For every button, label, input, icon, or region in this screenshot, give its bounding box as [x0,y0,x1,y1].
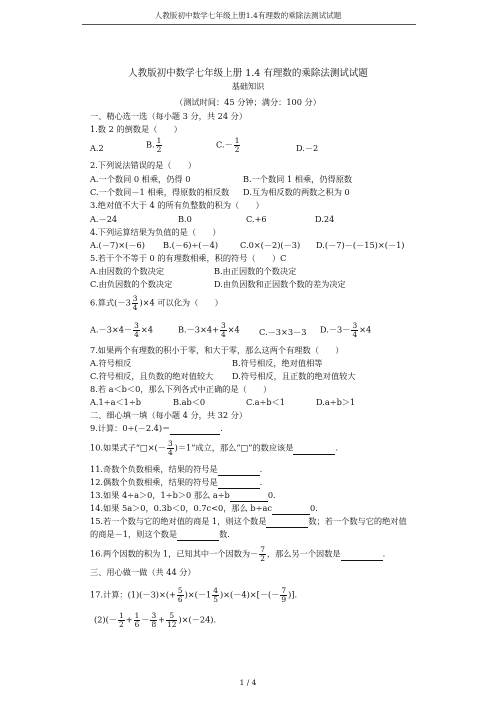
q4-option-a: A.(－7)×(－6) [90,240,145,250]
q5-option-b: B.由正因数的个数决定 [214,266,297,276]
answer-blank[interactable] [177,529,219,541]
running-header: 人教版初中数学七年级上册1.4有理数的乘除法测试试题 [154,11,342,20]
numerator: 3 [167,439,173,448]
q17-part-1 [90,587,297,604]
fraction [220,322,227,339]
fraction [150,612,157,629]
q15-mid: 数；若一个数与它的绝对值 [308,516,407,526]
numerator: 3 [132,294,138,303]
fraction [133,322,140,339]
q7-option-a: A.符号相反 [90,358,132,368]
q14-text: 14.如果 5a＞0，0.3b＜0，0.7c<0，那么 b÷ac [90,503,272,513]
fraction [212,587,219,604]
numerator: 1 [134,611,140,620]
denominator: 6 [177,595,183,604]
fraction [351,322,358,339]
q15-text: 15.若一个数与它的绝对值的商是 1，则这个数是 [90,516,267,526]
q4-stem: 4.下列运算结果为负值的是（ ） [90,227,221,237]
test-info: （测试时间：45 分钟；满分：100 分） [175,97,321,107]
numerator: 4 [213,586,218,595]
denominator: 2 [118,620,124,629]
fraction [156,137,163,154]
numerator: 7 [260,545,265,554]
q7-option-b: B.符号相反，绝对值相等 [232,358,323,368]
q2-option-a: A.一个数同 0 相乘，仍得 0 [90,174,191,184]
q9: 9.计算：0÷(－2.4)＝ . [90,423,223,433]
q6-stem [90,295,223,312]
q10-post: )＝1”成立，那么“□”的数应该是 [174,442,294,453]
q13-text: 13.如果 4÷a＞0，1÷b＞0 那么 a÷b [90,490,230,500]
q6-option-d [320,322,371,339]
q8-stem: 8.若 a＜b＜0，那么下列各式中正确的是（ ） [90,384,272,394]
denominator: 12 [167,620,177,629]
q6-option-a-post: ×4 [140,324,153,335]
q8-option-d: D.a÷b＞1 [316,397,356,407]
header-rule [82,24,416,25]
q4-option-c: C.0×(－2)(－3) [240,240,301,250]
q8-option-b: B.ab＜0 [173,397,206,407]
denominator: 4 [352,330,358,339]
q3-option-c: C.+6 [246,214,267,224]
q3-stem: 3.绝对值不大于 4 的所有负整数的积为（ ） [90,200,264,210]
q1-stem: 1.数 2 的倒数是（ ） [90,124,182,134]
q5-option-d: D.由负因数和正因数个数的差为决定 [214,279,346,289]
q5-stem: 5.若干个不等于 0 的有理数相乘，积的符号（ ）C [90,253,287,263]
q15-line-2 [90,529,230,541]
q6-option-b-pre: B.－3×4+ [178,324,219,335]
denominator: 2 [260,554,265,563]
denominator: 4 [134,330,139,339]
answer-blank[interactable] [170,423,220,435]
q3-option-a: A.－24 [90,214,118,224]
section-3-heading: 三、用心做一做（共 44 分） [90,567,196,577]
numerator: 7 [281,586,287,595]
denominator: 6 [134,620,140,629]
section-1-heading: 一、精心选一选（每小题 3 分，共 24 分） [90,111,248,121]
q6-stem-post: )×4 可以化为（ ） [139,297,223,308]
numerator: 1 [234,136,240,145]
answer-blank[interactable] [293,443,335,455]
q6-option-d-post: ×4 [359,324,372,335]
q16-pre: 16.两个因数的积为 1，已知其中一个因数为－ [90,548,259,559]
q14 [90,503,318,515]
q17b-4: + [158,614,166,625]
denominator: 8 [151,620,157,629]
doc-subtitle: 基础知识 [231,81,265,91]
q9-text: 9.计算：0÷(－2.4)＝ [90,423,171,433]
fraction [167,440,174,457]
q6-option-a-pre: A.－3×4－ [90,324,133,335]
q7-option-d: D.符号相反，且正数的绝对值较大 [232,371,356,381]
q15-text-2: 的商是－1，则这个数是 [90,529,178,539]
q4-option-b: B.(－6)÷(－4) [163,240,219,250]
q17a-2: )×(－1 [184,589,212,600]
q17b-1: (2)(－ [94,614,117,625]
q8-option-c: C.a÷b＜1 [246,397,285,407]
q4-option-d: D.(－7)－(－15)×(－1) [316,240,405,250]
fraction [177,587,184,604]
q3-option-d: D.24 [315,214,335,224]
q5-option-a: A.由因数的个数决定 [90,266,165,276]
q1-option-c [216,137,241,154]
q13-end: 0. [267,490,276,500]
q3-option-b: B.0 [178,214,192,224]
numerator: 5 [166,612,177,621]
q2-option-d: D.互为相反数的两数之积为 0 [243,187,350,197]
q6-option-b-post: ×4 [227,324,240,335]
answer-blank[interactable] [266,516,308,528]
denominator: 2 [156,145,162,154]
q1-option-c-label: C.－ [216,139,233,150]
q10-pre: 10.如果式子“□×(－ [90,442,166,453]
denominator: 4 [220,330,226,339]
q11-text: 11.奇数个负数相乘，结果的符号是 [90,464,218,474]
fraction [166,612,177,629]
answer-blank[interactable] [218,477,260,489]
q8-option-a: A.1÷a＜1÷b [90,397,141,407]
q6-option-c: C.－3×3－3 [259,327,307,337]
numerator: 5 [177,586,183,595]
q15-end: 数. [219,529,230,539]
q17a-3: )×(－4)×[－(－ [219,589,280,600]
q7-option-c: C.符号相反，且负数的绝对值较大 [90,371,214,381]
q17b-3: － [141,614,150,625]
doc-title: 人教版初中数学七年级上册 1.4 有理数的乘除法测试试题 [128,68,368,79]
q15-line-1 [90,516,407,528]
q6-option-d-pre: D.－3－ [320,324,351,335]
q12-text: 12.偶数个负数相乘，结果的符号是 [90,477,218,487]
q13 [90,490,276,502]
fraction [234,137,241,154]
answer-blank[interactable] [230,490,268,502]
q6-option-b [178,322,240,339]
q17a-1: 17.计算：(1)(－3)×(+ [90,589,176,600]
denominator: 5 [213,595,218,604]
answer-blank[interactable] [341,549,383,561]
page-number: 1 / 4 [239,678,257,687]
q14-end: 0. [309,503,318,513]
q1-option-b [146,137,163,154]
denominator: 9 [281,595,287,604]
q2-option-b: B.一个数同 1 相乘，仍得原数 [243,174,353,184]
denominator: 2 [234,145,240,154]
numerator: 3 [151,611,157,620]
fraction [132,295,139,312]
q16-post: ，那么另一个因数是 [266,548,341,559]
section-2-heading: 二、细心填一填（每小题 4 分，共 32 分） [90,410,248,420]
q17b-5: )×(－24). [178,614,217,625]
fraction [118,612,125,629]
q1-option-b-label: B. [146,139,155,150]
q17-part-2 [94,612,216,629]
q11: 11.奇数个负数相乘，结果的符号是 . [90,464,263,474]
answer-blank[interactable] [218,464,260,476]
q1-option-d: D.－2 [296,143,319,153]
numerator: 3 [352,321,358,330]
denominator: 4 [167,448,173,457]
fraction [134,612,141,629]
q7-stem: 7.如果两个有理数的积小于零，和大于零，那么这两个有理数（ ） [90,345,344,355]
fraction [259,546,266,563]
numerator: 3 [220,321,226,330]
q17b-2: + [125,614,133,625]
numerator: 1 [118,611,124,620]
numerator: 1 [156,136,162,145]
q17a-4: )]. [288,589,298,600]
numerator: 3 [134,321,139,330]
q16: 16.两个因数的积为 1，已知其中一个因数为－ $\frac{7}{2}$ ，那么另一个因数是 . [90,545,386,563]
q10: 10.如果式子“□×(－ $\frac{3}{4}$ )＝1”成立，那么“□”的数应该是 . [90,439,339,457]
q2-stem: 2.下列说法错误的是（ ） [90,160,197,170]
q12: 12.偶数个负数相乘，结果的符号是 . [90,477,263,487]
q6-stem-pre: 6.算式(－3 [90,297,131,308]
q6-option-a [90,322,153,339]
denominator: 4 [132,303,138,312]
q2-option-c: C.一个数同－1 相乘，得原数的相反数 [90,187,230,197]
q5-option-c: C.由负因数的个数决定 [90,279,173,289]
fraction [280,587,287,604]
q1-option-a: A.2 [90,143,104,153]
answer-blank[interactable] [272,503,310,515]
